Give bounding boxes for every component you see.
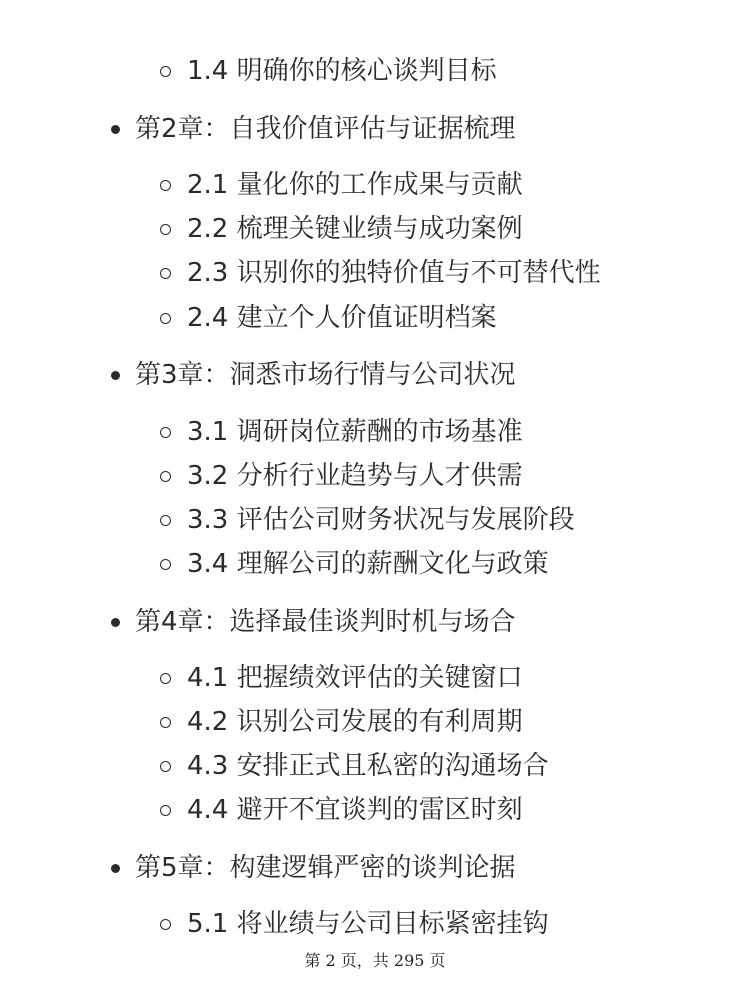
toc-section-item	[160, 547, 549, 581]
solid-bullet-icon	[111, 864, 120, 873]
toc-item-text: 3.4 理解公司的薪酬文化与政策	[187, 549, 549, 579]
solid-bullet-icon	[111, 125, 120, 134]
toc-item-text: 1.4 明确你的核心谈判目标	[187, 56, 497, 86]
toc-section-item	[160, 661, 523, 695]
hollow-bullet-icon	[160, 919, 171, 930]
page-number-footer: 第 2 页，共 295 页	[304, 951, 446, 970]
toc-item-text: 4.3 安排正式且私密的沟通场合	[187, 751, 549, 781]
hollow-bullet-icon	[160, 224, 171, 235]
toc-item-text: 4.4 避开不宜谈判的雷区时刻	[187, 795, 523, 825]
toc-section-item	[160, 749, 549, 783]
toc-item-text: 第3章：洞悉市场行情与公司状况	[135, 360, 516, 390]
hollow-bullet-icon	[160, 717, 171, 728]
toc-chapter-item	[111, 358, 516, 392]
toc-section-item	[160, 705, 523, 739]
toc-item-text: 3.2 分析行业趋势与人才供需	[187, 461, 523, 491]
hollow-bullet-icon	[160, 559, 171, 570]
toc-section-item	[160, 54, 497, 88]
toc-item-text: 2.1 量化你的工作成果与贡献	[187, 170, 523, 200]
toc-item-text: 5.1 将业绩与公司目标紧密挂钩	[187, 909, 549, 939]
toc-section-item	[160, 503, 575, 537]
hollow-bullet-icon	[160, 180, 171, 191]
hollow-bullet-icon	[160, 313, 171, 324]
toc-chapter-item	[111, 605, 516, 639]
toc-chapter-item	[111, 112, 516, 146]
toc-section-item	[160, 907, 549, 941]
toc-section-item	[160, 168, 523, 202]
toc-section-item	[160, 459, 523, 493]
toc-item-text: 2.4 建立个人价值证明档案	[187, 303, 497, 333]
hollow-bullet-icon	[160, 471, 171, 482]
toc-item-text: 3.1 调研岗位薪酬的市场基准	[187, 417, 523, 447]
hollow-bullet-icon	[160, 66, 171, 77]
toc-item-text: 第5章：构建逻辑严密的谈判论据	[135, 853, 516, 883]
solid-bullet-icon	[111, 618, 120, 627]
hollow-bullet-icon	[160, 515, 171, 526]
hollow-bullet-icon	[160, 673, 171, 684]
hollow-bullet-icon	[160, 268, 171, 279]
hollow-bullet-icon	[160, 761, 171, 772]
toc-item-text: 2.2 梳理关键业绩与成功案例	[187, 214, 523, 244]
toc-section-item	[160, 415, 523, 449]
toc-item-text: 2.3 识别你的独特价值与不可替代性	[187, 258, 601, 288]
toc-chapter-item	[111, 851, 516, 885]
toc-section-item	[160, 256, 601, 290]
toc-item-text: 4.1 把握绩效评估的关键窗口	[187, 663, 523, 693]
toc-section-item	[160, 301, 497, 335]
toc-section-item	[160, 212, 523, 246]
toc-item-text: 第4章：选择最佳谈判时机与场合	[135, 607, 516, 637]
toc-item-text: 第2章：自我价值评估与证据梳理	[135, 114, 516, 144]
solid-bullet-icon	[111, 371, 120, 380]
hollow-bullet-icon	[160, 805, 171, 816]
hollow-bullet-icon	[160, 427, 171, 438]
toc-item-text: 4.2 识别公司发展的有利周期	[187, 707, 523, 737]
toc-item-text: 3.3 评估公司财务状况与发展阶段	[187, 505, 575, 535]
toc-section-item	[160, 793, 523, 827]
